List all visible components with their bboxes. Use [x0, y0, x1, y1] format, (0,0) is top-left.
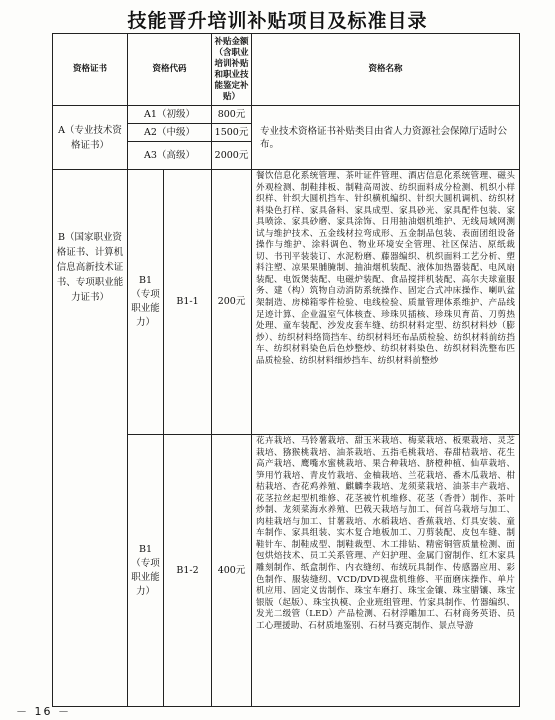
group-cell: B1（专项职业能力）	[128, 170, 164, 435]
code-cell: B1-2	[164, 435, 212, 707]
code-cell: A3（高级）	[128, 142, 212, 170]
page-number: － 16 －	[16, 705, 71, 718]
table-header-row	[53, 34, 520, 106]
names-cell: 专业技术资格证书补贴类目由省人力资源社会保障厅适时公布。	[252, 106, 520, 170]
cert-a-cell: A（专业技术资格证书）	[53, 106, 128, 170]
amount-cell: 800元	[212, 106, 252, 124]
table-row	[53, 170, 520, 435]
cert-b-cell: B（国家职业资格证书、计算机信息高新技术证书、专项职业能力证书）	[53, 170, 128, 707]
header-certificate: 资格证书	[53, 34, 128, 106]
code-cell: B1-1	[164, 170, 212, 435]
header-amount: 补贴金额（含职业培训补贴和职业技能鉴定补贴）	[212, 34, 252, 106]
group-cell: B1（专项职业能力）	[128, 435, 164, 707]
code-cell: A1（初级）	[128, 106, 212, 124]
amount-cell: 200元	[212, 170, 252, 435]
subsidy-table	[52, 33, 520, 707]
code-cell: A2（中级）	[128, 124, 212, 142]
header-name: 资格名称	[252, 34, 520, 106]
names-cell: 花卉栽培、马铃薯栽培、甜玉米栽培、梅菜栽培、板栗栽培、灵芝栽培、猕猴桃栽培、油茶栽培、五指毛桃栽培、春甜桔栽培、花生高产栽培、鹰嘴水蜜桃栽培、果合种栽培、脐橙种植、仙草栽培、笋用竹栽培、青皮竹栽培、金柚栽培、兰花栽培、番木瓜栽培、柑桔栽培、杏花鸡养殖、麒麟李栽培、龙须菜栽培、油茶丰产栽培、花茎拉丝起型机维修、花茎被竹机维修、花茎（香骨）制作、茶叶炒制、龙须菜海水养殖、巴戟天栽培与加工、何首乌栽培与加工、肉桂栽培与加工、甘薯栽培、水稻栽培、香蕉栽培、灯具安装、童车制作、家具组装、实木复合地板加工、刀剪装配、皮包车缝、制鞋针车、制鞋成型、制鞋裁型、木工排钻、精密铜管质量检测、面包烘焙技术、员工关系管理、产妇护理、金属门窗制作、红木家具雕刻制作、纸盒制作、内衣缝纫、布绒玩具制作、传感器应用、彩色制作、服装缝纫、VCD/DVD视盘机维修、平面磨床操作、单片机应用、固定义齿制作、珠宝车磨打、珠宝金镶、珠宝腊镶、珠宝银版（起版）、珠宝执模、企业班组管理、竹家具制作、竹器编织、发光二级管（LED）产品检测、石材浮雕加工、石材商务英语、员工心理援助、石材质地鉴别、石材马赛克制作、景点导游	[252, 435, 520, 707]
table-row	[53, 106, 520, 124]
amount-cell: 2000元	[212, 142, 252, 170]
amount-cell: 400元	[212, 435, 252, 707]
names-cell: 餐饮信息化系统管理、茶叶证件管理、酒店信息化系统管理、磁头外观检测、制鞋排板、制鞋高周波、纺织面料成分检测、机织小样织样、针织大圆机挡车、针织横机编织、针织大圆机调机、纺织材料染色打样、家具备料、家具成型、家具砂光、家具配件包装、家具喷涂、家具砂磨、家具涂饰、日用抽油烟机维护、无线局域网测试与维护技术、五金线材拉弯成形、五金制品包装、表面团组设备操作与维护、涂料调色、物业环境安全管理、社区保洁、原纸裁切、书刊平装装订、水泥粉磨、藤器编织、机织面料工艺分析、塑料注塑、凉果果脯腌制、抽油烟机装配、液体加热器装配、电风扇装配、电饭煲装配、电磁炉装配、食品搅拌机装配、高尔夫球童服务、建（构）筑物自动消防系统操作、固定合式冲床操作、喇叭盆架制造、房梯箱零件检验、电线检验、质量管理体系维护、产品线足迹计算、企业温室气体核查、珍珠贝插核、珍珠贝育苗、刀剪热处理、童车装配、沙发皮套车缝、纺织材料定型、纺织材料炒（膨炒）、纺织材料络筒挡车、纺织材料坯布品质检验、纺织材料前纺挡车、纺织材料染色后色炒整炒、纺织材料染色、纺织材料洗整布匹品质检验、纺织材料细炒挡车、纺织材料前整炒	[252, 170, 520, 435]
header-code: 资格代码	[128, 34, 212, 106]
page-title: 技能晋升培训补贴项目及标准目录	[127, 10, 428, 32]
amount-cell: 1500元	[212, 124, 252, 142]
